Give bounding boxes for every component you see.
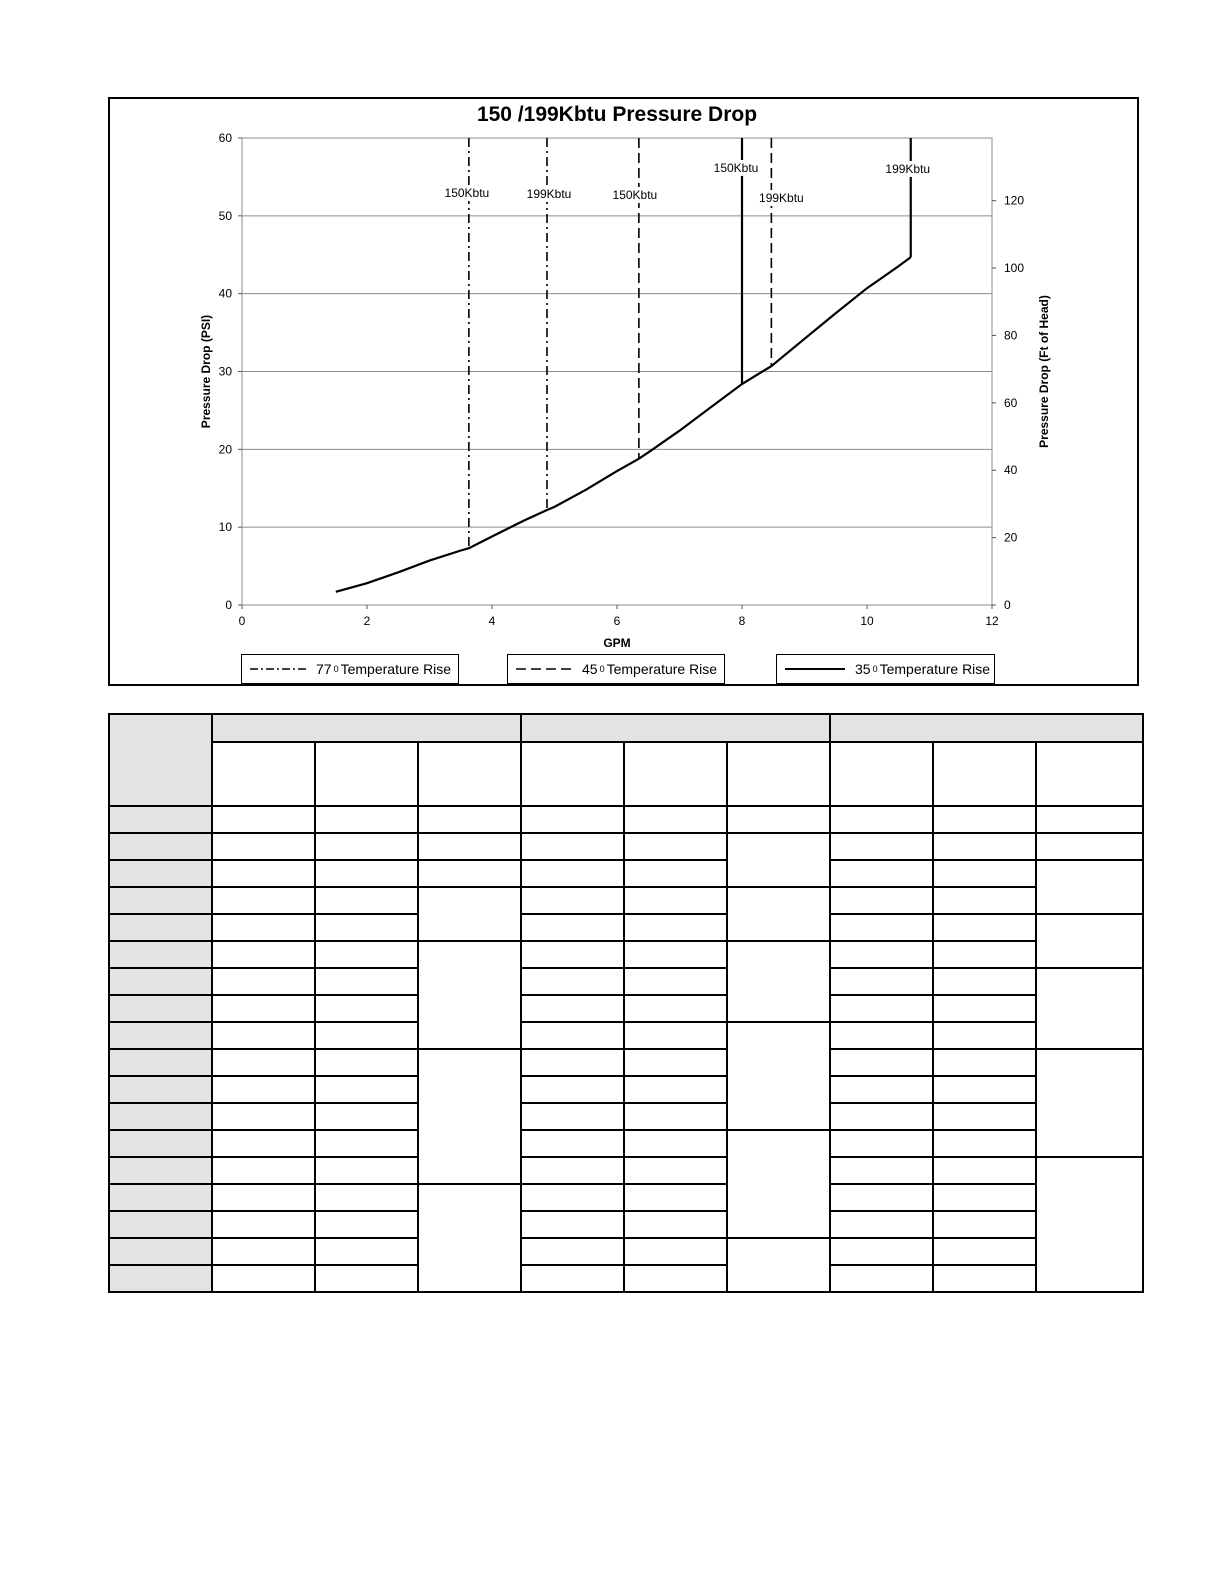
- row-header-cell: [109, 1157, 212, 1184]
- table-cell: [521, 1157, 624, 1184]
- empty-data-table: [108, 713, 1144, 1293]
- table-cell: [624, 887, 727, 914]
- table-subheader: [933, 742, 1036, 806]
- table-cell: [624, 860, 727, 887]
- merged-cell: [1036, 1157, 1143, 1292]
- table-cell: [624, 833, 727, 860]
- table-cell: [315, 1130, 418, 1157]
- row-header-cell: [109, 941, 212, 968]
- x-tick-label: 8: [738, 614, 746, 628]
- table-cell: [212, 1184, 315, 1211]
- table-cell: [315, 941, 418, 968]
- table-cell: [933, 1103, 1036, 1130]
- table-cell: [830, 887, 933, 914]
- x-tick-label: 2: [363, 614, 371, 628]
- row-header-cell: [109, 833, 212, 860]
- table-cell: [933, 1211, 1036, 1238]
- table-cell: [521, 1265, 624, 1292]
- solid-line-icon: [785, 666, 845, 672]
- x-tick-label: 6: [613, 614, 621, 628]
- table-row: [109, 1076, 1143, 1103]
- table-row: [109, 860, 1143, 887]
- table-cell: [830, 1238, 933, 1265]
- table-cell: [933, 1022, 1036, 1049]
- table-cell: [830, 968, 933, 995]
- table-cell: [624, 1157, 727, 1184]
- table-cell: [830, 1265, 933, 1292]
- table-cell: [933, 1238, 1036, 1265]
- table-subheader: [521, 742, 624, 806]
- y2-tick-label: 100: [1004, 261, 1025, 276]
- table-cell: [624, 941, 727, 968]
- table-cell: [212, 1157, 315, 1184]
- table-row: [109, 968, 1143, 995]
- table-cell: [1036, 806, 1143, 833]
- table-group-header: [212, 714, 521, 742]
- table-cell: [212, 1238, 315, 1265]
- y2-tick-label: 40: [1004, 463, 1018, 478]
- table-cell: [212, 1049, 315, 1076]
- table-cell: [624, 968, 727, 995]
- table-cell: [933, 860, 1036, 887]
- table-cell: [624, 1076, 727, 1103]
- table-cell: [315, 1184, 418, 1211]
- table-row: [109, 1103, 1143, 1130]
- table-cell: [212, 1130, 315, 1157]
- threshold-label: 150Kbtu: [444, 186, 490, 200]
- table-cell: [830, 1103, 933, 1130]
- merged-cell: [727, 1022, 830, 1130]
- table-cell: [933, 1157, 1036, 1184]
- row-header-cell: [109, 1076, 212, 1103]
- threshold-label: 199Kbtu: [885, 162, 931, 176]
- table-cell: [830, 1022, 933, 1049]
- table-cell: [830, 806, 933, 833]
- table-cell: [624, 1184, 727, 1211]
- table-cell: [521, 1076, 624, 1103]
- merged-cell: [727, 1130, 830, 1238]
- table-cell: [212, 1265, 315, 1292]
- threshold-label: 150Kbtu: [612, 188, 658, 202]
- table-cell: [933, 1049, 1036, 1076]
- table-row: [109, 1130, 1143, 1157]
- table-cell: [212, 995, 315, 1022]
- legend-degree: 0: [872, 664, 878, 674]
- merged-cell: [727, 1238, 830, 1292]
- merged-cell: [727, 833, 830, 887]
- threshold-label: 199Kbtu: [526, 187, 572, 201]
- table-cell: [830, 1130, 933, 1157]
- pressure-drop-chart: [110, 99, 1137, 684]
- table-subheader: [830, 742, 933, 806]
- table-row: [109, 1265, 1143, 1292]
- table-cell: [521, 968, 624, 995]
- y-tick-label: 10: [218, 520, 232, 535]
- table-row: [109, 1211, 1143, 1238]
- row-header-cell: [109, 860, 212, 887]
- table-cell: [521, 995, 624, 1022]
- table-cell: [315, 1103, 418, 1130]
- table-subheader: [315, 742, 418, 806]
- legend-number: 77: [316, 661, 332, 677]
- row-header-cell: [109, 1049, 212, 1076]
- row-header-cell: [109, 1211, 212, 1238]
- chart-frame: [108, 97, 1139, 686]
- pressure-drop-curve: [336, 257, 911, 592]
- y2-axis-label: Pressure Drop (Ft of Head): [1037, 295, 1051, 448]
- legend-number: 35: [855, 661, 871, 677]
- table-cell: [933, 887, 1036, 914]
- table-cell: [830, 1157, 933, 1184]
- table-cell: [933, 833, 1036, 860]
- row-header-cell: [109, 1022, 212, 1049]
- merged-cell: [727, 887, 830, 941]
- table-cell: [212, 1211, 315, 1238]
- table-cell: [830, 1049, 933, 1076]
- table-cell: [830, 1076, 933, 1103]
- table-cell: [624, 1130, 727, 1157]
- table-cell: [830, 833, 933, 860]
- table-cell: [727, 806, 830, 833]
- table-cell: [1036, 833, 1143, 860]
- table-cell: [315, 995, 418, 1022]
- table-cell: [830, 995, 933, 1022]
- y-tick-label: 0: [225, 598, 232, 612]
- row-header-cell: [109, 1130, 212, 1157]
- table-subheader: [418, 742, 521, 806]
- table-cell: [315, 1211, 418, 1238]
- table-cell: [315, 887, 418, 914]
- dashed-line-icon: [516, 666, 572, 672]
- y2-tick-label: 20: [1004, 530, 1018, 545]
- table-row: [109, 1184, 1143, 1211]
- y-axis-label: Pressure Drop (PSI): [199, 314, 213, 429]
- merged-cell: [727, 941, 830, 1022]
- threshold-label: 199Kbtu: [759, 191, 804, 205]
- y-tick-label: 50: [218, 208, 232, 223]
- table-cell: [830, 1211, 933, 1238]
- legend-degree: 0: [599, 664, 605, 674]
- table-cell: [315, 1076, 418, 1103]
- table-row: [109, 1022, 1143, 1049]
- table-row: [109, 833, 1143, 860]
- table-row: [109, 1049, 1143, 1076]
- table-row: [109, 914, 1143, 941]
- table-cell: [212, 968, 315, 995]
- table-cell: [624, 1238, 727, 1265]
- dash-dot-line-icon: [250, 666, 306, 672]
- y2-tick-label: 0: [1004, 598, 1011, 612]
- table-cell: [933, 914, 1036, 941]
- table-cell: [315, 968, 418, 995]
- table-cell: [624, 1211, 727, 1238]
- table-cell: [212, 806, 315, 833]
- y2-tick-label: 120: [1004, 193, 1025, 208]
- threshold-label: 150Kbtu: [713, 161, 759, 175]
- row-header-cell: [109, 1238, 212, 1265]
- table-cell: [521, 1022, 624, 1049]
- table-cell: [212, 941, 315, 968]
- table-cell: [933, 1184, 1036, 1211]
- table-cell: [212, 1103, 315, 1130]
- legend-degree: 0: [333, 664, 339, 674]
- table-subheader: [624, 742, 727, 806]
- legend-text: Temperature Rise: [340, 661, 452, 677]
- row-header-cell: [109, 1184, 212, 1211]
- y-tick-label: 30: [218, 364, 232, 379]
- table-group-header: [521, 714, 830, 742]
- legend-text: Temperature Rise: [606, 661, 718, 677]
- table-row: [109, 1238, 1143, 1265]
- merged-cell: [418, 887, 521, 941]
- table-cell: [830, 941, 933, 968]
- legend-item-35: [776, 654, 995, 684]
- row-header-cell: [109, 1265, 212, 1292]
- merged-cell: [1036, 1049, 1143, 1157]
- merged-cell: [418, 1184, 521, 1292]
- table-cell: [624, 1022, 727, 1049]
- table-cell: [830, 914, 933, 941]
- x-tick-label: 12: [985, 614, 999, 628]
- merged-cell: [1036, 968, 1143, 1049]
- table-cell: [315, 1157, 418, 1184]
- table-cell: [315, 1238, 418, 1265]
- table-cell: [521, 1130, 624, 1157]
- table-cell: [521, 806, 624, 833]
- x-tick-label: 10: [860, 614, 874, 628]
- table-cell: [521, 1184, 624, 1211]
- table-cell: [521, 1103, 624, 1130]
- table-cell: [624, 1049, 727, 1076]
- table-cell: [212, 887, 315, 914]
- legend-number: 45: [582, 661, 598, 677]
- table-cell: [624, 914, 727, 941]
- table-cell: [830, 1184, 933, 1211]
- x-axis-label: GPM: [603, 636, 631, 650]
- table-cell: [315, 914, 418, 941]
- y-tick-label: 60: [218, 131, 232, 145]
- table-row: [109, 995, 1143, 1022]
- table-cell: [521, 1211, 624, 1238]
- table-cell: [933, 941, 1036, 968]
- table-cell: [830, 860, 933, 887]
- table-cell: [315, 1049, 418, 1076]
- table-cell: [933, 968, 1036, 995]
- table-cell: [624, 806, 727, 833]
- table-cell: [521, 914, 624, 941]
- table-cell: [418, 806, 521, 833]
- table-cell: [933, 1265, 1036, 1292]
- table-group-header: [830, 714, 1143, 742]
- legend-item-45: [507, 654, 725, 684]
- legend-text: Temperature Rise: [879, 661, 991, 677]
- table-row: [109, 941, 1143, 968]
- y-tick-label: 20: [218, 442, 232, 457]
- table-subheader: [727, 742, 830, 806]
- table-cell: [315, 806, 418, 833]
- table-cell: [521, 887, 624, 914]
- table-cell: [933, 995, 1036, 1022]
- merged-cell: [418, 1049, 521, 1184]
- table-cell: [521, 1049, 624, 1076]
- table-subheader: [212, 742, 315, 806]
- merged-cell: [1036, 860, 1143, 914]
- table-cell: [418, 860, 521, 887]
- row-header-cell: [109, 995, 212, 1022]
- table-cell: [315, 860, 418, 887]
- merged-cell: [1036, 914, 1143, 968]
- row-header-cell: [109, 806, 212, 833]
- table-cell: [521, 1238, 624, 1265]
- table-cell: [212, 914, 315, 941]
- table-cell: [212, 833, 315, 860]
- table-cell: [933, 806, 1036, 833]
- chart-title: 150 /199Kbtu Pressure Drop: [476, 103, 758, 126]
- table-cell: [212, 860, 315, 887]
- table-row: [109, 887, 1143, 914]
- row-header-cell: [109, 887, 212, 914]
- table-cell: [315, 1022, 418, 1049]
- table-cell: [315, 1265, 418, 1292]
- x-tick-label: 0: [238, 614, 246, 628]
- row-header-cell: [109, 968, 212, 995]
- table-cell: [521, 860, 624, 887]
- table-corner-header: [109, 714, 212, 806]
- table-cell: [624, 1265, 727, 1292]
- legend-item-77: [241, 654, 459, 684]
- table-cell: [933, 1130, 1036, 1157]
- row-header-cell: [109, 914, 212, 941]
- table-row: [109, 1157, 1143, 1184]
- table-cell: [624, 1103, 727, 1130]
- merged-cell: [418, 941, 521, 1049]
- table-cell: [521, 941, 624, 968]
- table-cell: [315, 833, 418, 860]
- table-cell: [418, 833, 521, 860]
- table-cell: [212, 1076, 315, 1103]
- table-cell: [933, 1076, 1036, 1103]
- y2-tick-label: 80: [1004, 328, 1018, 343]
- table-cell: [624, 995, 727, 1022]
- x-tick-label: 4: [488, 614, 496, 628]
- table-cell: [521, 833, 624, 860]
- table-cell: [212, 1022, 315, 1049]
- y2-tick-label: 60: [1004, 395, 1018, 410]
- row-header-cell: [109, 1103, 212, 1130]
- y-tick-label: 40: [218, 286, 232, 301]
- table-subheader: [1036, 742, 1143, 806]
- table-row: [109, 806, 1143, 833]
